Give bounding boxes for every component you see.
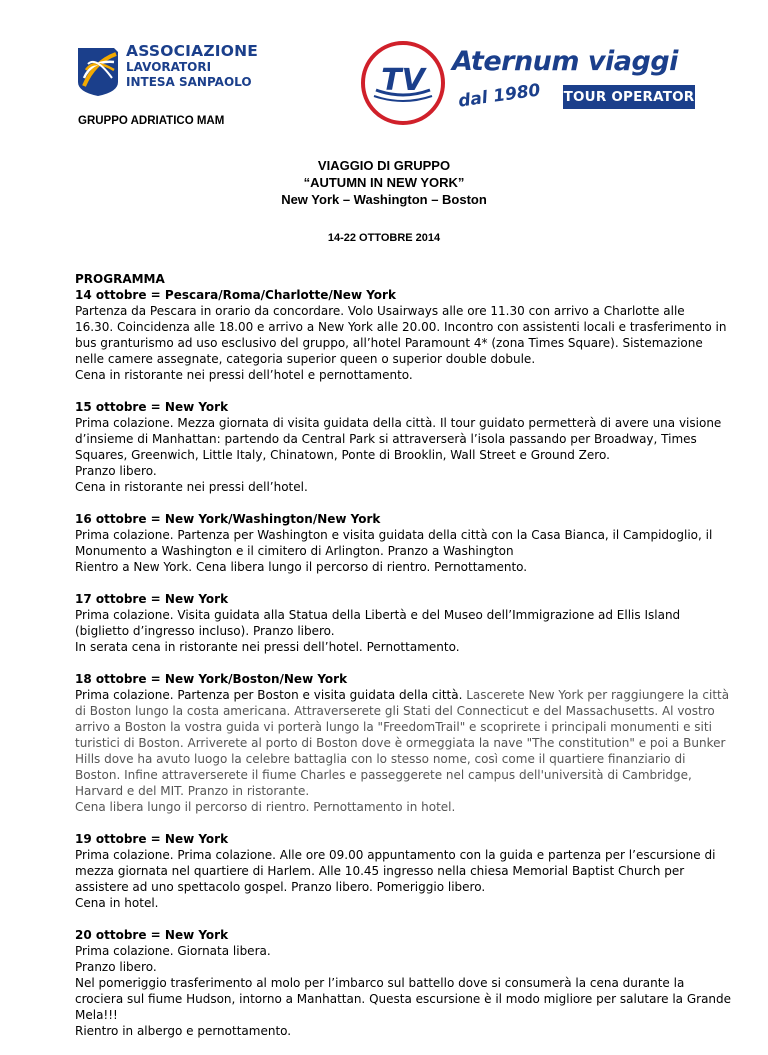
day-text-line: mezza giornata nel quartiere di Harlem. Alle 10.45 ingresso nella chiesa Memorial Baptist Church per (75, 864, 685, 878)
day-text-line: Prima colazione. Visita guidata alla Statua della Libertà e del Museo dell’Immigrazione ad Ellis Island (75, 608, 681, 622)
aternum-logo (450, 46, 700, 116)
day-text-line: Rientro in albergo e pernottamento. (75, 1024, 292, 1038)
day-section (75, 511, 715, 575)
group-label: GRUPPO ADRIATICO MAM (78, 115, 225, 127)
day-title: 20 ottobre = New York (75, 928, 229, 942)
day-text-line: Pranzo libero. (75, 464, 157, 478)
day-text-line: Cena in ristorante nei pressi dell’hotel e pernottamento. (75, 368, 413, 382)
day-text-line: Nel pomeriggio trasferimento al molo per l’imbarco sul battello dove si consumerà la cena durante la (75, 976, 685, 990)
day-title: 17 ottobre = New York (75, 592, 229, 606)
day-text-line: crociera sul fiume Hudson, intorno a Manhattan. Questa escursione è il modo migliore per salutare la Grande (75, 992, 732, 1006)
program-heading: PROGRAMMA (75, 272, 165, 286)
day-text-line: turistici di Boston. Arriverete al porto di Boston dove è ormeggiata la nave "The constitution" e poi a Bunker (75, 736, 726, 750)
trip-dates: 14-22 OTTOBRE 2014 (327, 232, 441, 244)
title-line-2: “AUTUMN IN NEW YORK” (303, 175, 465, 190)
day-text-line: di Boston lungo la costa americana. Attraverserete gli Stati del Connecticut e del Massachusetts. Al vostro (75, 704, 715, 718)
day-title: 15 ottobre = New York (75, 400, 229, 414)
day-text-span: Lascerete New York per raggiungere la città (462, 688, 730, 702)
day-text-line: assistere ad uno spettacolo gospel. Pranzo libero. Pomeriggio libero. (75, 880, 486, 894)
day-text-line: Pranzo libero. (75, 960, 157, 974)
day-title: 19 ottobre = New York (75, 832, 229, 846)
tv-emblem-logo (360, 40, 446, 126)
day-text-line: Hills dove ha avuto luogo la celebre battaglia con lo stesso nome, così come il quartiere finanziario di (75, 752, 686, 766)
day-title: 18 ottobre = New York/Boston/New York (75, 672, 348, 686)
day-text-line: Harvard e del MIT. Pranzo in ristorante. (75, 784, 310, 798)
day-text-line: Cena in hotel. (75, 896, 159, 910)
association-logo-line1: ASSOCIAZIONE (126, 42, 259, 60)
day-section (75, 591, 715, 655)
day-text-line: 16.30. Coincidenza alle 18.00 e arrivo a New York alle 20.00. Incontro con assistenti locali e trasferimento in (75, 320, 727, 334)
day-text-line: arrivo a Boston la vostra guida vi porterà lungo la "FreedomTrail" e scoprirete i principali monumenti e siti (75, 720, 712, 734)
day-text-line: Cena in ristorante nei pressi dell’hotel. (75, 480, 308, 494)
day-section (75, 399, 722, 495)
day-text-line: Prima colazione. Prima colazione. Alle ore 09.00 appuntamento con la guida e partenza per l’escursione di (75, 848, 716, 862)
day-text-line: Rientro a New York. Cena libera lungo il percorso di rientro. Pernottamento. (75, 560, 528, 574)
day-text-line: nelle camere assegnate, categoria superior queen o superior double dobule. (75, 352, 536, 366)
day-text-line: d’insieme di Manhattan: partendo da Central Park si attraverserà l’isola passando per Broadway, Times (75, 432, 697, 446)
tv-emblem-text: TV (381, 63, 425, 98)
day-title: 16 ottobre = New York/Washington/New York (75, 512, 381, 526)
title-line-3: New York – Washington – Boston (281, 192, 487, 207)
association-logo-line2: LAVORATORI (126, 60, 212, 74)
day-text-line: Squares, Greenwich, Little Italy, Chinatown, Ponte di Brooklin, Wall Street e Ground Zero. (75, 448, 610, 462)
day-section (75, 831, 715, 911)
day-text-line: bus granturismo ad uso esclusivo del gruppo, all’hotel Paramount 4* (zona Times Square). Sistemazione (75, 336, 703, 350)
title-line-1: VIAGGIO DI GRUPPO (317, 158, 451, 173)
day-text-line: (biglietto d’ingresso incluso). Pranzo libero. (75, 624, 335, 638)
day-text-line: Prima colazione. Partenza per Washington e visita guidata della città con la Casa Bianca, il Campidoglio, il (75, 528, 713, 542)
association-emblem-icon (74, 42, 122, 98)
day-text-line: Mela!!! (75, 1008, 118, 1022)
association-logo (74, 42, 284, 100)
program-section (75, 271, 732, 1055)
day-text-line (75, 687, 730, 703)
association-logo-line3: INTESA SANPAOLO (126, 75, 252, 89)
day-text-line: Prima colazione. Giornata libera. (75, 944, 271, 958)
day-text-line: Monumento a Washington e il cimitero di Arlington. Pranzo a Washington (75, 544, 514, 558)
aternum-logo-title: Aternum viaggi (452, 46, 678, 77)
day-title: 14 ottobre = Pescara/Roma/Charlotte/New York (75, 288, 396, 302)
day-section (75, 671, 730, 815)
day-text-line: Cena libera lungo il percorso di rientro. Pernottamento in hotel. (75, 800, 456, 814)
aternum-logo-badge: TOUR OPERATOR (563, 85, 695, 109)
day-section (75, 927, 732, 1039)
day-text-line: Prima colazione. Mezza giornata di visita guidata della città. Il tour guidato permetterà di avere una visione (75, 416, 722, 430)
day-text-line: Partenza da Pescara in orario da concordare. Volo Usairways alle ore 11.30 con arrivo a Charlotte alle (75, 304, 685, 318)
day-text-span: Prima colazione. Partenza per Boston e visita guidata della città. (75, 688, 463, 702)
aternum-logo-since: dal 1980 (457, 80, 542, 112)
day-text-line: Boston. Infine attraverserete il fiume Charles e passeggerete nel campus dell'università di Cambridge, (75, 768, 692, 782)
day-text-line: In serata cena in ristorante nei pressi dell’hotel. Pernottamento. (75, 640, 460, 654)
day-section (75, 287, 727, 383)
